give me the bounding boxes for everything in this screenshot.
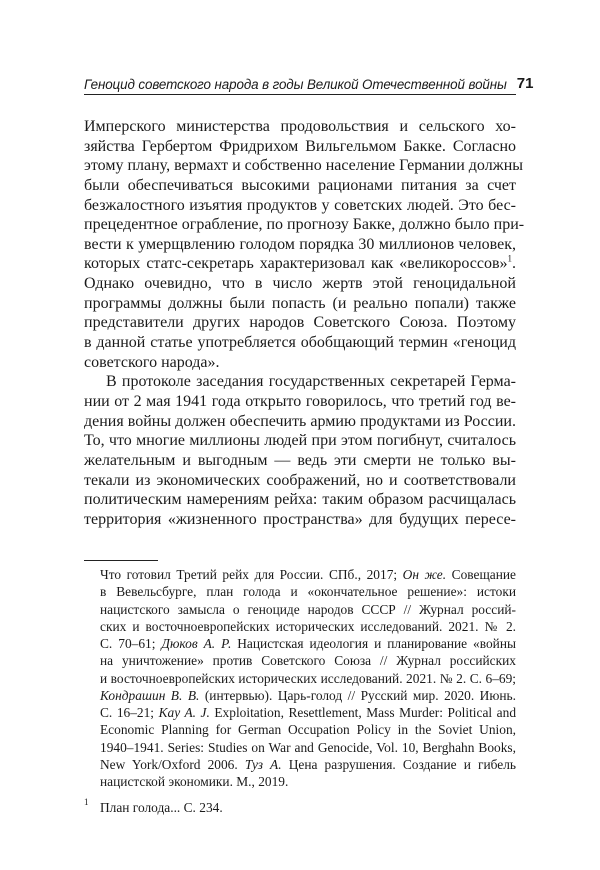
text-line [100,566,516,583]
text-line [100,652,516,669]
text-line [84,431,516,451]
text-line [100,601,516,618]
text-segment: в Вевельсбурге, план голода и «окончательное решение»: истоки [100,584,516,600]
text-segment: То, что многие миллионы людей при этом погибнут, считалось [84,432,516,450]
text-segment: представители других народов Советского Союза. Поэтому [84,314,516,332]
text-segment: Туз А. [244,756,282,772]
footnote-marker: 1 [84,797,89,807]
text-line [100,721,516,738]
text-segment: . [512,255,516,273]
text-segment: нацистской экономики. М., 2019. [100,774,289,789]
text-segment: В протоколе заседания государственных секретарей Герма- [106,373,516,391]
text-segment: на уничтожение» против Советского Союза // Журнал российских [100,653,516,669]
text-segment: Нацистская идеология и планирование «войны [231,636,517,651]
text-line [84,412,516,432]
text-line [84,196,516,216]
main-text [84,117,525,529]
text-segment: ских и восточноевропейских исторических исследований. 2021. № 2. [100,618,516,634]
text-line [100,635,516,652]
text-line [100,670,516,687]
text-line [100,756,516,773]
footnote-separator [84,560,158,561]
text-segment: дения войны должен обеспечить армию продуктами из России. [84,412,516,430]
text-segment: (интервью). Царь-голод // Русский мир. 2020. Июнь. [199,687,516,703]
text-segment: 1940–1941. Series: Studies on War and Genocide, Vol. 10, Berghahn Books, [100,739,516,755]
text-segment: которых статс-секретарь характеризовал как «великороссов» [84,255,508,273]
text-segment: нии от 2 мая 1941 года открыто говорилось, что третий год ве- [84,392,516,410]
text-line [84,215,525,235]
text-segment: Kay A. J. [158,705,210,720]
text-line [100,687,516,704]
text-line [84,156,524,176]
footnote-text: План голода... С. 234. [100,800,223,815]
text-segment: New York/Oxford 2006. [100,756,245,772]
text-line [100,583,516,600]
text-segment: Дюков А. Р. [161,636,232,651]
text-segment: политическим намерениям рейха: таким образом расчищалась [84,491,516,509]
text-segment: желательным и выгодным — ведь эти смерти не только вы- [84,451,516,469]
text-segment: Что готовил Третий рейх для России. СПб., 2017; [100,567,403,582]
text-segment: программы должны были попасть (и реально попали) также [84,294,516,312]
footnote-1 [84,797,516,818]
text-line [100,704,516,721]
text-segment: были обеспечиваться высокими рационами питания за счет [84,176,516,194]
text-segment: безжалостного изъятия продуктов у советских людей. Это бес- [84,196,516,214]
footnote-reference: 1 [507,254,512,265]
text-segment: территория «жизненного пространства» для будущих пересе- [84,510,516,528]
text-line [100,618,516,635]
text-segment: вести к умерщвлению голодом порядка 30 миллионов человек, [84,235,516,253]
text-line [84,117,516,137]
text-segment: Economic Planning for German Occupation Policy in the Soviet Union, [100,722,516,738]
text-line [84,176,516,196]
text-line [84,333,516,353]
text-segment: Однако очевидно, что в число жертв этой геноцидальной [84,275,516,293]
text-line [84,294,516,314]
text-segment: Exploitation, Resettlement, Mass Murder: Political and [209,705,517,720]
text-line [84,353,516,373]
text-line [100,739,516,756]
text-segment: в данной статье употребляется обобщающий термин «геноцид [84,334,516,352]
text-line [84,451,516,471]
text-line [84,254,516,274]
text-segment: Он же. [402,567,447,582]
text-line [84,313,516,333]
text-segment: С. 70–61; [100,636,162,651]
text-segment: Кондрашин В. В. [100,687,200,703]
text-segment: советского народа». [84,353,220,371]
text-segment: и восточноевропейских исторических исследований. 2021. № 2. С. 6–69; [100,670,516,686]
text-line [84,372,516,392]
text-segment: этому плану, вермахт и собственно население Германии должны [84,157,524,175]
running-header [84,72,534,95]
text-segment: Цена разрушения. Создание и гибель [281,756,516,772]
text-segment: Совещание [446,567,516,582]
text-line [84,392,516,412]
text-segment: С. 16–21; [100,705,159,720]
text-line [84,235,516,255]
text-line [100,773,516,790]
page-number: 71 [516,75,534,92]
text-segment: текали из экономических соображений, но и соответствовали [84,471,516,489]
text-line [84,510,516,530]
running-header-title: Геноцид советского народа в годы Великой Отечественной войны [84,77,507,92]
footnote-continuation [100,566,516,790]
text-segment: Имперского министерства продовольствия и сельского хо- [84,118,516,135]
text-segment: зяйства Гербертом Фридрихом Вильгельмом Бакке. Согласно [84,137,516,155]
text-segment: нацистского замысла о геноциде народов СССР // Журнал россий- [100,601,516,617]
text-line [84,137,516,157]
text-line [84,471,516,491]
text-line [84,274,516,294]
text-line [84,490,516,510]
text-segment: прецедентное ограбление, по прогнозу Бакке, должно было при- [84,216,525,234]
